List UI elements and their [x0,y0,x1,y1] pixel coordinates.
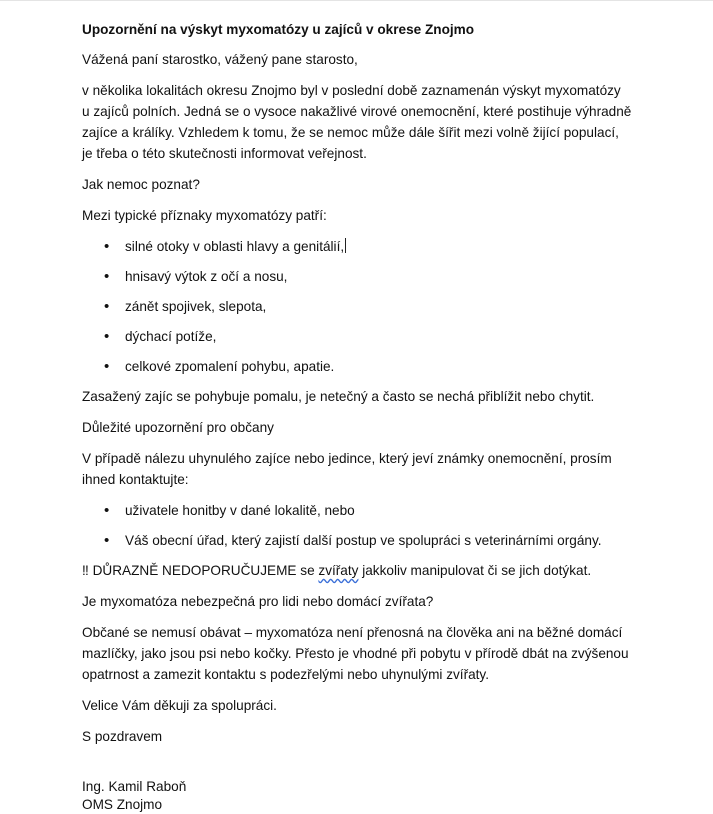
affected-hare-paragraph: Zasažený zajíc se pohybuje pomalu, je netečný a často se nechá přiblížit nebo chytit. [82,389,595,404]
bullet-icon: • [104,298,110,315]
bullet-icon: • [104,532,110,549]
signature-name: Ing. Kamil Raboň [82,779,187,794]
contacts-list [82,500,632,551]
list-item: • celkové zpomalení pohybu, apatie. [104,358,335,375]
list-item: • dýchací potíže, [104,328,217,345]
document-title: Upozornění na výskyt myxomatózy u zajíců v okrese Znojmo [82,22,475,37]
list-item: • hnisavý výtok z očí a nosu, [104,268,288,285]
spellcheck-flagged-word[interactable]: zvířaty [318,563,359,578]
intro-paragraph: v několika lokalitách okresu Znojmo byl v poslední době zaznamenán výskyt myxomatózy u zajíců polních. Jedná se o vysoce nakažlivé virové onemocnění, které postihuje výhradně zajíce a králíky. Vzhledem k tomu, že se nemoc může dále šířit mezi volně žijící populací, je třeba o této skutečnosti informovat veřejnost. [82,83,632,161]
salutation: Vážená paní starostko, vážený pane starosto, [82,52,358,67]
symptoms-list [82,236,632,377]
text-cursor [345,238,346,253]
thanks-paragraph: Velice Vám děkuji za spolupráci. [82,698,277,713]
list-item: • uživatele honitby v dané lokalitě, nebo [104,502,355,519]
warning-paragraph: ‼ DŮRAZNĚ NEDOPORUČUJEME se zvířaty jakkoliv manipulovat či se jich dotýkat. [82,563,592,578]
bullet-icon: • [104,268,110,285]
section-heading-warning: Důležité upozornění pro občany [82,420,274,435]
bullet-icon: • [104,238,110,255]
page-top-border [0,0,713,1]
section-heading-recognize: Jak nemoc poznat? [82,177,200,192]
list-item: • zánět spojivek, slepota, [104,298,267,315]
closing: S pozdravem [82,729,163,744]
finding-paragraph: V případě nálezu uhynulého zajíce nebo jedince, který jeví známky onemocnění, prosím ihned kontaktujte: [82,451,612,487]
signature-org: OMS Znojmo [82,797,163,812]
danger-answer-paragraph: Občané se nemusí obávat – myxomatóza není přenosná na člověka ani na běžné domácí mazlíčky, jako jsou psi nebo kočky. Přesto je vhodné při pobytu v přírodě dbát na zvýšenou opatrnost a zamezit kontaktu s podezřelými nebo uhynulými zvířaty. [82,625,629,682]
section-heading-danger: Je myxomatóza nebezpečná pro lidi nebo domácí zvířata? [82,594,434,609]
signature-block [82,778,632,814]
bullet-icon: • [104,358,110,375]
list-item: • silné otoky v oblasti hlavy a genitálií, [104,238,345,255]
bullet-icon: • [104,328,110,345]
document-page[interactable] [82,19,632,814]
bullet-icon: • [104,502,110,519]
symptoms-intro: Mezi typické příznaky myxomatózy patří: [82,208,327,223]
list-item: • Váš obecní úřad, který zajistí další postup ve spolupráci s veterinárními orgány. [104,532,602,549]
